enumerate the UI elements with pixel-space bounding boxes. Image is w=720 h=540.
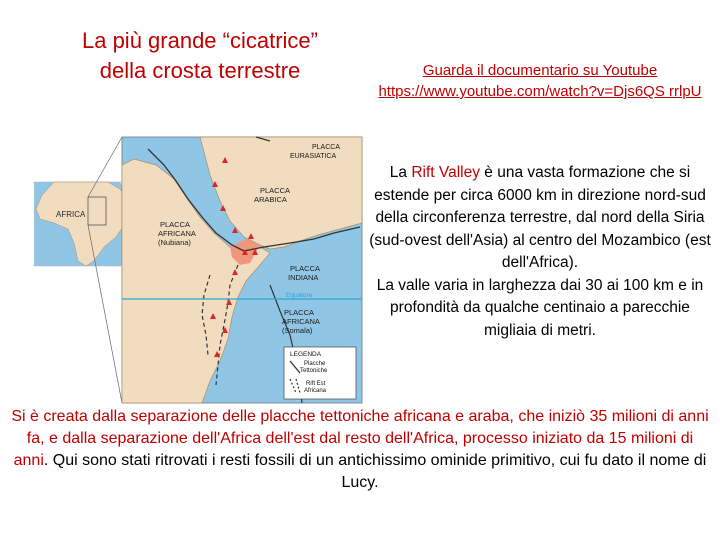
description-paragraph-1 xyxy=(362,162,718,275)
page-title xyxy=(40,26,360,86)
title-line-2: della crosta terrestre xyxy=(99,58,301,83)
arabian-plate-label: PLACCA ARABICA xyxy=(254,186,290,204)
africa-inset-map xyxy=(34,182,124,266)
documentary-label-link[interactable]: Guarda il documentario su Youtube xyxy=(422,62,658,79)
rift-valley-highlight: Rift Valley xyxy=(411,164,480,181)
description-intro: La xyxy=(389,164,408,181)
map-legend xyxy=(284,347,356,399)
legend-title: LEGENDA xyxy=(290,351,322,358)
main-rift-map xyxy=(122,137,362,403)
rift-valley-map xyxy=(34,135,364,405)
description-paragraph-2: La valle varia in larghezza dai 30 ai 100 km e in profondità da qualche centinaio a parecchie migliaia di metri. xyxy=(376,276,704,339)
plates-separation-text: Si è creata dalla separazione delle placche tettoniche africana e araba, che iniziò 35 milioni di anni fa, e dalla separazione dell'Africa dell'est dal resto dell'Africa, processo iniziato da 15 milioni di anni xyxy=(11,408,709,469)
rift-description xyxy=(362,162,718,342)
documentary-block xyxy=(362,60,718,102)
eurasian-plate-label: PLACCA EURASIATICA xyxy=(290,144,340,160)
description-text-1: è una vasta formazione che si estende per circa 6000 km in direzione nord-sud della circonferenza terrestre, dal nord della Siria (sud-ovest dell'Asia) al centro del Mozambico (est dell'Africa). xyxy=(369,164,711,271)
legend-item-rift: Rift Est Africana xyxy=(304,381,327,394)
somali-plate-label: PLACCA AFRICANA (Somala) xyxy=(282,308,320,335)
nubian-plate-label: PLACCA AFRICANA (Nubiana) xyxy=(158,220,196,247)
inset-africa-label: AFRICA xyxy=(56,210,86,219)
equator-label: Equatore xyxy=(286,292,313,299)
lucy-paragraph xyxy=(8,406,712,494)
lucy-fossil-text: . Qui sono stati ritrovati i resti fossili di un antichissimo ominide primitivo, cui fu dato il nome di Lucy. xyxy=(43,452,707,491)
indian-plate-label: PLACCA INDIANA xyxy=(288,264,320,282)
documentary-url-link[interactable]: https://www.youtube.com/watch?v=Djs6QS rrlpU xyxy=(378,83,702,100)
legend-item-plates: Placche Tettoniche xyxy=(300,361,328,374)
title-line-1: La più grande “cicatrice” xyxy=(81,28,318,53)
